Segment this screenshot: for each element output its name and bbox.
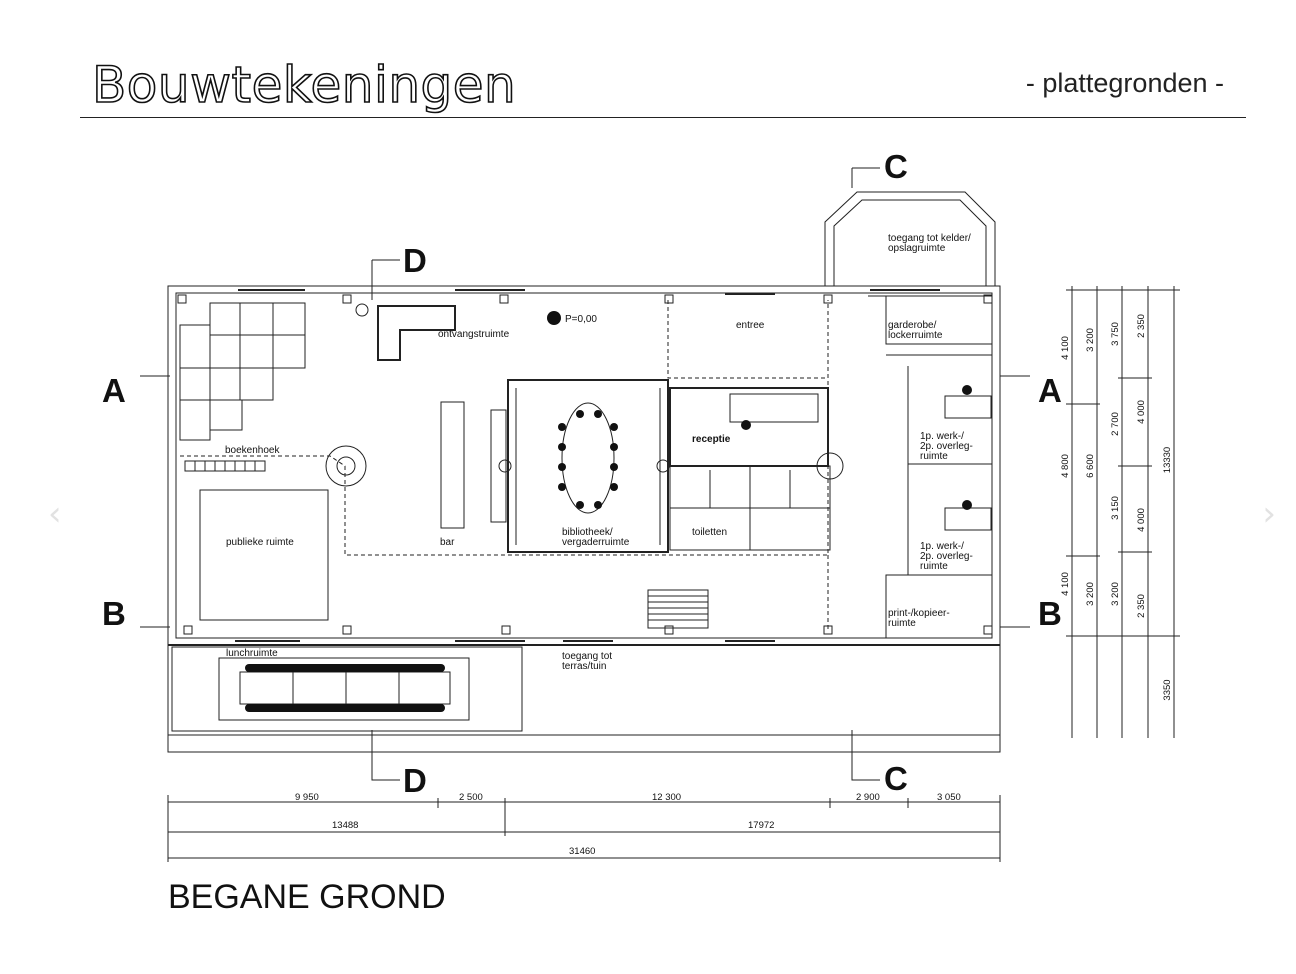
dim-right-c2-1: 3 200 <box>1085 328 1096 352</box>
dim-right-c1-2: 4 800 <box>1060 454 1071 478</box>
room-kelder-line1: toegang tot kelder/ <box>888 233 971 244</box>
dim-right-c3-4: 3 200 <box>1110 582 1121 606</box>
dim-right-extra: 3350 <box>1162 679 1173 701</box>
dim-right-c1-3: 4 100 <box>1060 572 1071 596</box>
room-lunchruimte: lunchruimte <box>226 648 278 659</box>
dim-bottom-7: 17972 <box>748 820 775 831</box>
room-terras-line2: terras/tuin <box>562 661 607 672</box>
dim-bottom-total: 31460 <box>569 846 596 857</box>
page-subtitle: - plattegronden - <box>1025 68 1224 98</box>
room-ontvangstruimte: ontvangstruimte <box>438 329 510 340</box>
dim-right-c4-2: 4 000 <box>1136 400 1147 424</box>
room-werk2-line1: 1p. werk-/ <box>920 541 964 552</box>
room-toiletten: toiletten <box>692 527 728 538</box>
room-publieke-ruimte: publieke ruimte <box>226 537 294 548</box>
room-werk1-line2: 2p. overleg- <box>920 441 973 452</box>
section-c-bottom: C <box>884 760 908 797</box>
dim-right-c3-3: 3 150 <box>1110 496 1121 520</box>
room-kelder-line2: opslagruimte <box>888 243 946 254</box>
room-bibliotheek-line1: bibliotheek/ <box>562 527 613 538</box>
room-garderobe-line1: garderobe/ <box>888 320 937 331</box>
dim-bottom-5: 3 050 <box>937 792 961 803</box>
dim-right-c3-1: 3 750 <box>1110 322 1121 346</box>
room-print-line2: ruimte <box>888 618 916 629</box>
dim-right-c1-1: 4 100 <box>1060 336 1071 360</box>
dim-right-total: 13330 <box>1162 446 1173 474</box>
section-d-bottom: D <box>403 762 427 799</box>
section-a-right: A <box>1038 372 1062 409</box>
room-garderobe-line2: lockerruimte <box>888 330 943 341</box>
room-terras-line1: toegang tot <box>562 651 613 662</box>
dim-right-c4-4: 2 350 <box>1136 594 1147 618</box>
next-arrow-icon[interactable]: › <box>1262 494 1276 534</box>
section-a-left: A <box>102 372 126 409</box>
room-bar: bar <box>440 537 455 548</box>
prev-arrow-icon[interactable]: ‹ <box>48 494 62 534</box>
section-c-top: C <box>884 148 908 185</box>
room-print-line1: print-/kopieer- <box>888 608 950 619</box>
level-marker-icon <box>547 311 561 325</box>
room-boekenhoek: boekenhoek <box>225 445 280 456</box>
dim-bottom-4: 2 900 <box>856 792 880 803</box>
dim-bottom-2: 2 500 <box>459 792 483 803</box>
level-label: P=0,00 <box>565 314 597 325</box>
room-werk2-line2: 2p. overleg- <box>920 551 973 562</box>
room-bibliotheek-line2: vergaderruimte <box>562 537 630 548</box>
page-title: Bouwtekeningen <box>92 56 517 114</box>
dim-right-c4-3: 4 000 <box>1136 508 1147 532</box>
floor-label: BEGANE GROND <box>168 878 446 916</box>
inner-wall <box>176 293 992 638</box>
section-b-right: B <box>1038 595 1062 632</box>
room-werk1-line1: 1p. werk-/ <box>920 431 964 442</box>
dim-right-c2-3: 3 200 <box>1085 582 1096 606</box>
room-werk2-line3: ruimte <box>920 561 948 572</box>
room-entree: entree <box>736 320 765 331</box>
section-d-top: D <box>403 242 427 279</box>
dim-right-c4-1: 2 350 <box>1136 314 1147 338</box>
dim-bottom-3: 12 300 <box>652 792 682 803</box>
room-receptie: receptie <box>692 434 731 445</box>
room-werk1-line3: ruimte <box>920 451 948 462</box>
dim-bottom-6: 13488 <box>332 820 359 831</box>
dim-bottom-1: 9 950 <box>295 792 319 803</box>
section-b-left: B <box>102 595 126 632</box>
dim-right-c3-2: 2 700 <box>1110 412 1121 436</box>
dim-right-c2-2: 6 600 <box>1085 454 1096 478</box>
